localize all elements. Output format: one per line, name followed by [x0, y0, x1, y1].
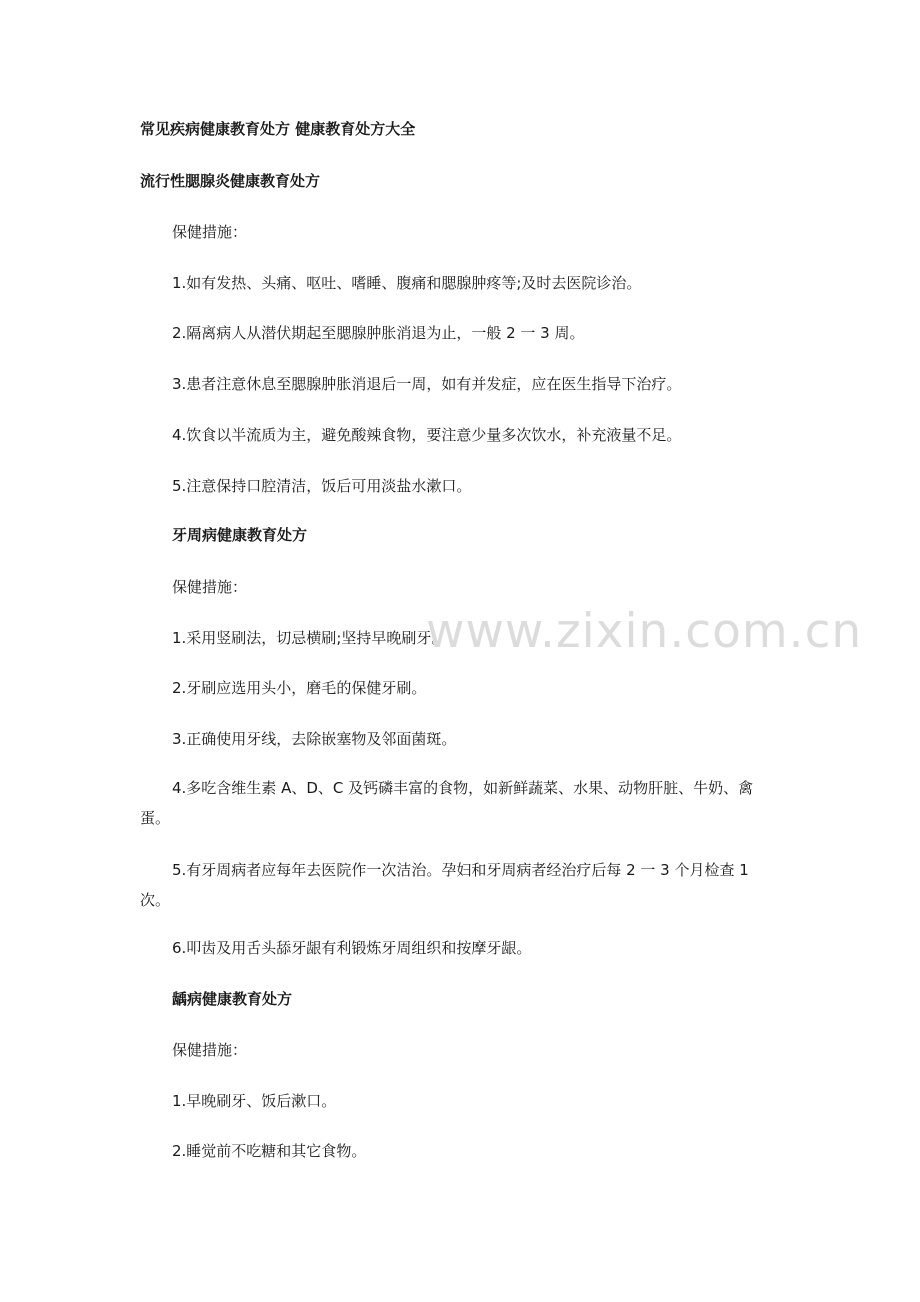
measures-label: 保健措施：	[172, 1041, 248, 1059]
list-item: 3.患者注意休息至腮腺肿胀消退后一周，如有并发症，应在医生指导下治疗。	[172, 375, 682, 393]
list-item: 5.注意保持口腔清洁，饭后可用淡盐水漱口。	[172, 477, 472, 495]
section-heading-caries: 龋病健康教育处方	[172, 990, 293, 1008]
section-heading-mumps: 流行性腮腺炎健康教育处方	[140, 172, 321, 190]
document-title: 常见疾病健康教育处方 健康教育处方大全	[140, 120, 416, 138]
list-item: 6.叩齿及用舌头舔牙龈有利锻炼牙周组织和按摩牙龈。	[172, 939, 532, 957]
list-item: 2.牙刷应选用头小，磨毛的保健牙刷。	[172, 679, 427, 697]
list-item: 5.有牙周病者应每年去医院作一次洁治。孕妇和牙周病者经治疗后每 2 一 3 个月检查 1 次。	[140, 861, 749, 909]
list-item: 1.如有发热、头痛、呕吐、嗜睡、腹痛和腮腺肿疼等;及时去医院诊治。	[172, 274, 642, 292]
list-item: 1.早晚刷牙、饭后漱口。	[172, 1092, 337, 1110]
list-item: 2.隔离病人从潜伏期起至腮腺肿胀消退为止，一般 2 一 3 周。	[172, 324, 585, 342]
list-item: 4.多吃含维生素 A、D、C 及钙磷丰富的食物，如新鲜蔬菜、水果、动物肝脏、牛奶、禽蛋。	[140, 779, 754, 827]
list-item: 4.饮食以半流质为主，避免酸辣食物，要注意少量多次饮水，补充液量不足。	[172, 426, 682, 444]
list-item: 2.睡觉前不吃糖和其它食物。	[172, 1142, 367, 1160]
list-item: 3.正确使用牙线，去除嵌塞物及邻面菌斑。	[172, 730, 457, 748]
section-heading-periodontal: 牙周病健康教育处方	[172, 526, 308, 544]
watermark: www.zixin.com.cn	[426, 604, 863, 659]
measures-label: 保健措施：	[172, 578, 248, 596]
measures-label: 保健措施：	[172, 223, 248, 241]
list-item: 1.采用竖刷法，切忌横刷;坚持早晚刷牙。	[172, 629, 447, 647]
